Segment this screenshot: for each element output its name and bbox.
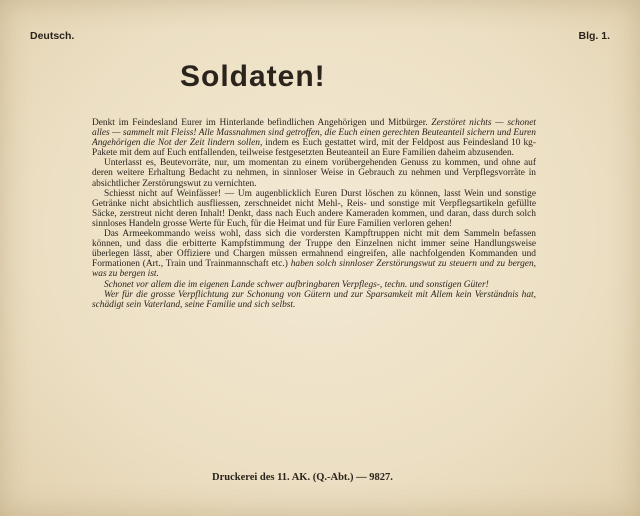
paragraph-1-part-1: Denkt im Feindesland Eurer im Hinterlande befindlichen Angehörigen und Mitbürger. xyxy=(92,118,432,128)
paragraph-1-emphasis: Zerstöret nichts — schonet alles — sammelt mit Fleiss! Alle Massnahmen sind getroffen, die Euch einen gerechten Beuteanteil sichern und Euren Angehörigen die Not der Zeit lindern sollen, xyxy=(92,118,536,149)
paragraph-3-text: Schiesst nicht auf Weinfässer! — Um augenblicklich Euren Durst löschen zu können, lasst Wein und sonstige Getränke nicht absichtlich ausfliessen, zerschneidet nicht Mehl-, Reis- und sonstige mit Verpflegsartikeln gefüllte Säcke, zerstreut nicht deren Inhalt! Denkt, dass nach Euch andere Kameraden kommen, und daran, dass durch solch sinnloses Handeln grosse Werte für Euch, für die Heimat und für Eure Familien verloren gehen! xyxy=(92,188,536,229)
paragraph-1 xyxy=(92,118,536,158)
paragraph-6-text: Wer für die grosse Verpflichtung zur Schonung von Gütern und zur Sparsamkeit mit Allem kein Verständnis hat, schädigt sein Vaterland, seine Familie und sich selbst. xyxy=(92,289,536,310)
paragraph-1-part-3: indem es Euch gestattet wird, mit der Feldpost aus Feindesland 10 kg-Pakete mit dem auf Euch entfallenden, teilweise festgesetzten Beuteanteil an Eure Familien daheim abzusenden. xyxy=(92,138,536,159)
printer-imprint: Druckerei des 11. AK. (Q.-Abt.) — 9827. xyxy=(212,472,393,483)
paragraph-2-text: Unterlasst es, Beutevorräte, nur, um momentan zu einem vorübergehenden Genuss zu kommen, und ohne auf deren weitere Erhaltung Bedacht zu nehmen, in sinnloser Weise in Gebrauch zu nehmen und Verpflegsvorräte in absichtlicher Zerstörungswut zu vernichten. xyxy=(92,158,536,189)
leaflet-body xyxy=(92,118,536,310)
paragraph-3 xyxy=(92,189,536,229)
page-title: Soldaten! xyxy=(180,60,326,93)
paragraph-4-emphasis: haben solch sinnloser Zerstörungswut zu steuern und zu bergen, was zu bergen ist. xyxy=(92,259,536,280)
enclosure-label: Blg. 1. xyxy=(578,30,610,42)
language-label: Deutsch. xyxy=(30,30,75,42)
paragraph-5-text: Schonet vor allem die im eigenen Lande schwer aufbringbaren Verpflegs-, techn. und sonstigen Güter! xyxy=(104,279,489,290)
paragraph-5 xyxy=(92,280,536,290)
paragraph-6 xyxy=(92,290,536,310)
paragraph-4 xyxy=(92,229,536,279)
paragraph-4-part-1: Das Armeekommando weiss wohl, dass sich die vordersten Kampftruppen nicht mit dem Sammeln befassen können, und dass die erbitterte Kampfstimmung der Truppe den Einzelnen nicht immer seine Handlungsweise überlegen lässt, aber Offiziere und Chargen müssen ermahnend eingreifen, alle nachfolgenden Kommanden und Formationen (Art., Train und Trainmannschaft etc.) xyxy=(92,229,536,270)
paragraph-2 xyxy=(92,158,536,188)
